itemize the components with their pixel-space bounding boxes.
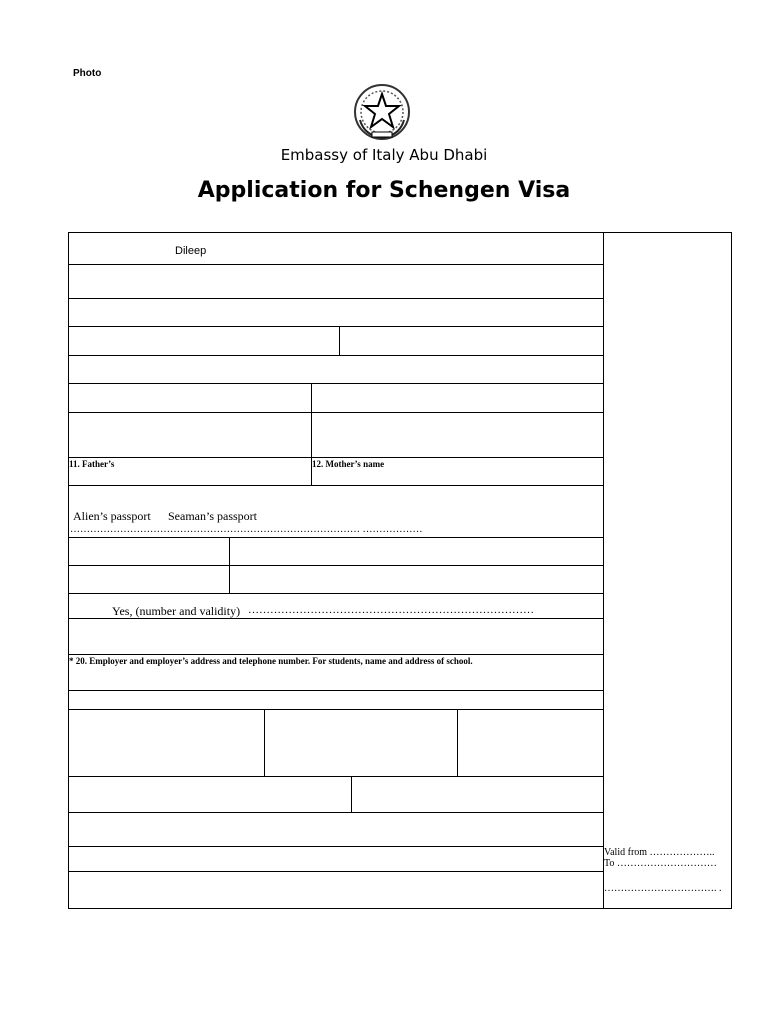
row-line [68, 383, 604, 384]
row-line [68, 593, 604, 594]
col-line [457, 709, 458, 776]
row-line [68, 871, 604, 872]
row-line [68, 709, 604, 710]
row-line [68, 298, 604, 299]
aliens-passport-option[interactable]: Alien’s passport [73, 509, 151, 523]
row-line [68, 485, 604, 486]
employer-label: * 20. Employer and employer’s address and telephone number. For students, name and address of school. [69, 656, 473, 666]
row-line [68, 457, 604, 458]
fathers-name-label: 11. Father’s [69, 459, 115, 469]
form-frame [68, 232, 732, 909]
valid-to-field: To ………………………… [604, 858, 717, 869]
col-line [351, 776, 352, 812]
name-field[interactable]: Dileep [175, 245, 207, 257]
row-line [68, 812, 604, 813]
passport-dotted-line: …………………………………………………………………………… ……………… [70, 524, 423, 535]
row-line [68, 412, 604, 413]
embassy-name: Embassy of Italy Abu Dhabi [280, 146, 488, 164]
row-line [68, 326, 604, 327]
mothers-name-label: 12. Mother’s name [312, 459, 385, 469]
row-line [68, 654, 604, 655]
photo-label: Photo [73, 68, 102, 79]
sidebar-dotted-line: ……………………………. . [604, 883, 722, 894]
col-line [339, 326, 340, 355]
valid-from-field: Valid from ……………….. [604, 847, 715, 858]
col-line [264, 709, 265, 776]
row-line [68, 846, 604, 847]
row-line [68, 565, 604, 566]
col-line [311, 383, 312, 485]
row-line [68, 355, 604, 356]
yes-number-validity-option[interactable]: Yes, (number and validity) [112, 604, 241, 618]
yes-dotted-line: …………………………………………………………………… [248, 604, 534, 616]
seamans-passport-option[interactable]: Seaman’s passport [168, 509, 257, 523]
sidebar-divider [603, 232, 604, 909]
emblem-icon [350, 80, 414, 144]
row-line [68, 537, 604, 538]
col-line [229, 537, 230, 593]
row-line [68, 264, 604, 265]
row-line [68, 690, 604, 691]
page-title: Application for Schengen Visa [197, 178, 571, 203]
row-line [68, 776, 604, 777]
